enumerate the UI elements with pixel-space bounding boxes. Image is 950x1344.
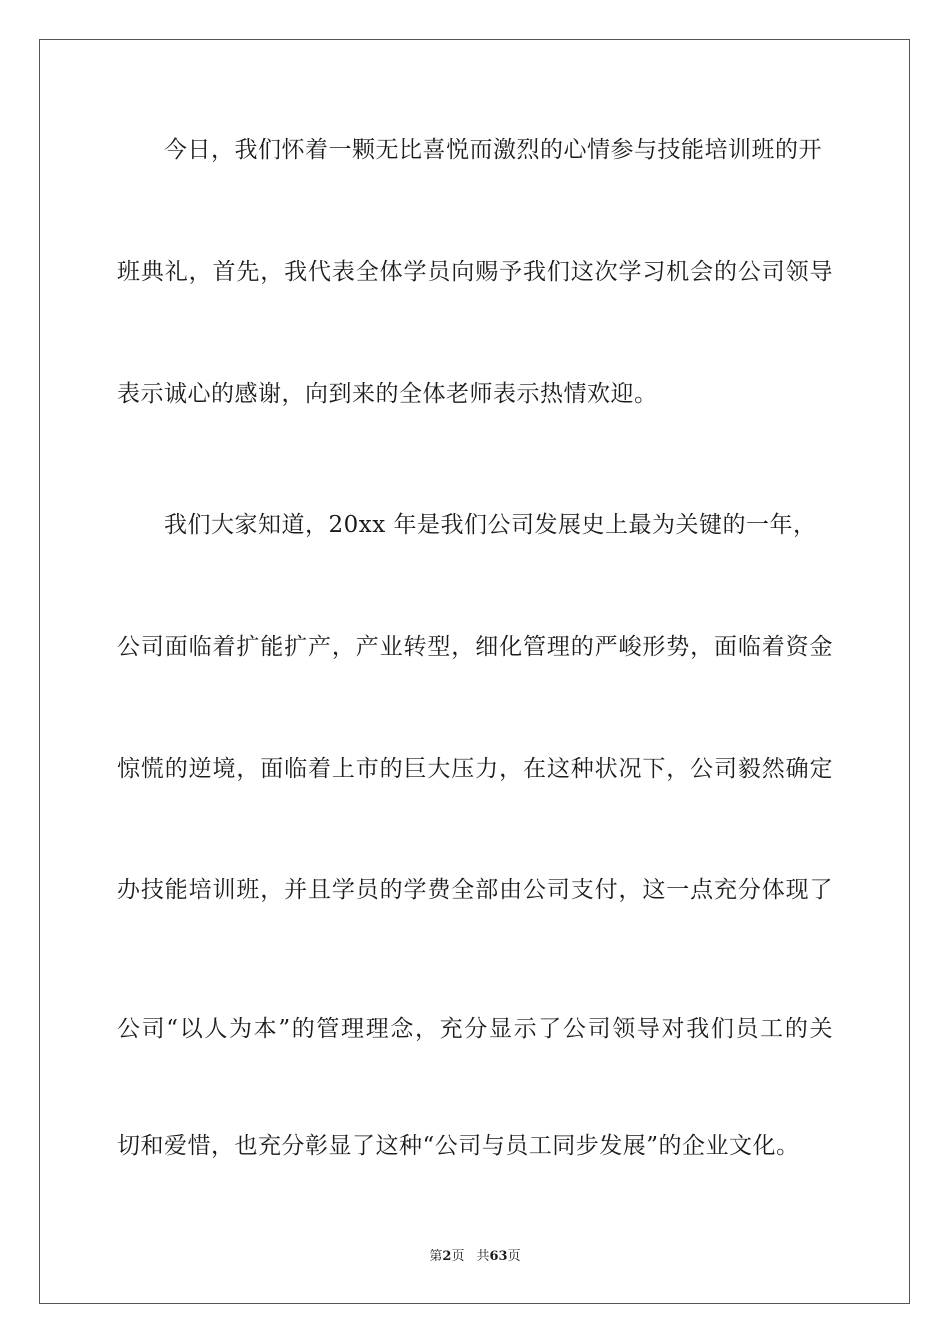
page-footer [0, 1245, 950, 1264]
paragraph-1-line-3: 表示诚心的感谢，向到来的全体老师表示热情欢迎。 [117, 381, 658, 407]
footer-total-suffix: 页 [507, 1249, 521, 1264]
footer-page-suffix: 页 [451, 1249, 465, 1264]
paragraph-2-line-3: 惊慌的逆境，面临着上市的巨大压力，在这种状况下，公司毅然确定 [117, 756, 833, 782]
page-border [39, 39, 910, 1304]
paragraph-2-line-2: 公司面临着扩能扩产，产业转型，细化管理的严峻形势，面临着资金 [117, 634, 833, 660]
total-page-count: 63 [489, 1249, 508, 1264]
paragraph-2-line-5: 公司“以人为本”的管理理念，充分显示了公司领导对我们员工的关 [117, 1016, 833, 1042]
paragraph-1-line-2: 班典礼，首先，我代表全体学员向赐予我们这次学习机会的公司领导 [117, 259, 833, 285]
current-page-number: 2 [442, 1249, 452, 1264]
footer-total-prefix: 共 [476, 1249, 490, 1264]
paragraph-1-line-1: 今日，我们怀着一颗无比喜悦而激烈的心情参与技能培训班的开 [164, 137, 822, 163]
footer-prefix: 第 [429, 1249, 443, 1264]
paragraph-2-line-4: 办技能培训班，并且学员的学费全部由公司支付，这一点充分体现了 [117, 877, 833, 903]
paragraph-2-line-1: 我们大家知道，20xx 年是我们公司发展史上最为关键的一年， [164, 512, 817, 538]
paragraph-2-line-6: 切和爱惜，也充分彰显了这种“公司与员工同步发展”的企业文化。 [117, 1133, 800, 1159]
